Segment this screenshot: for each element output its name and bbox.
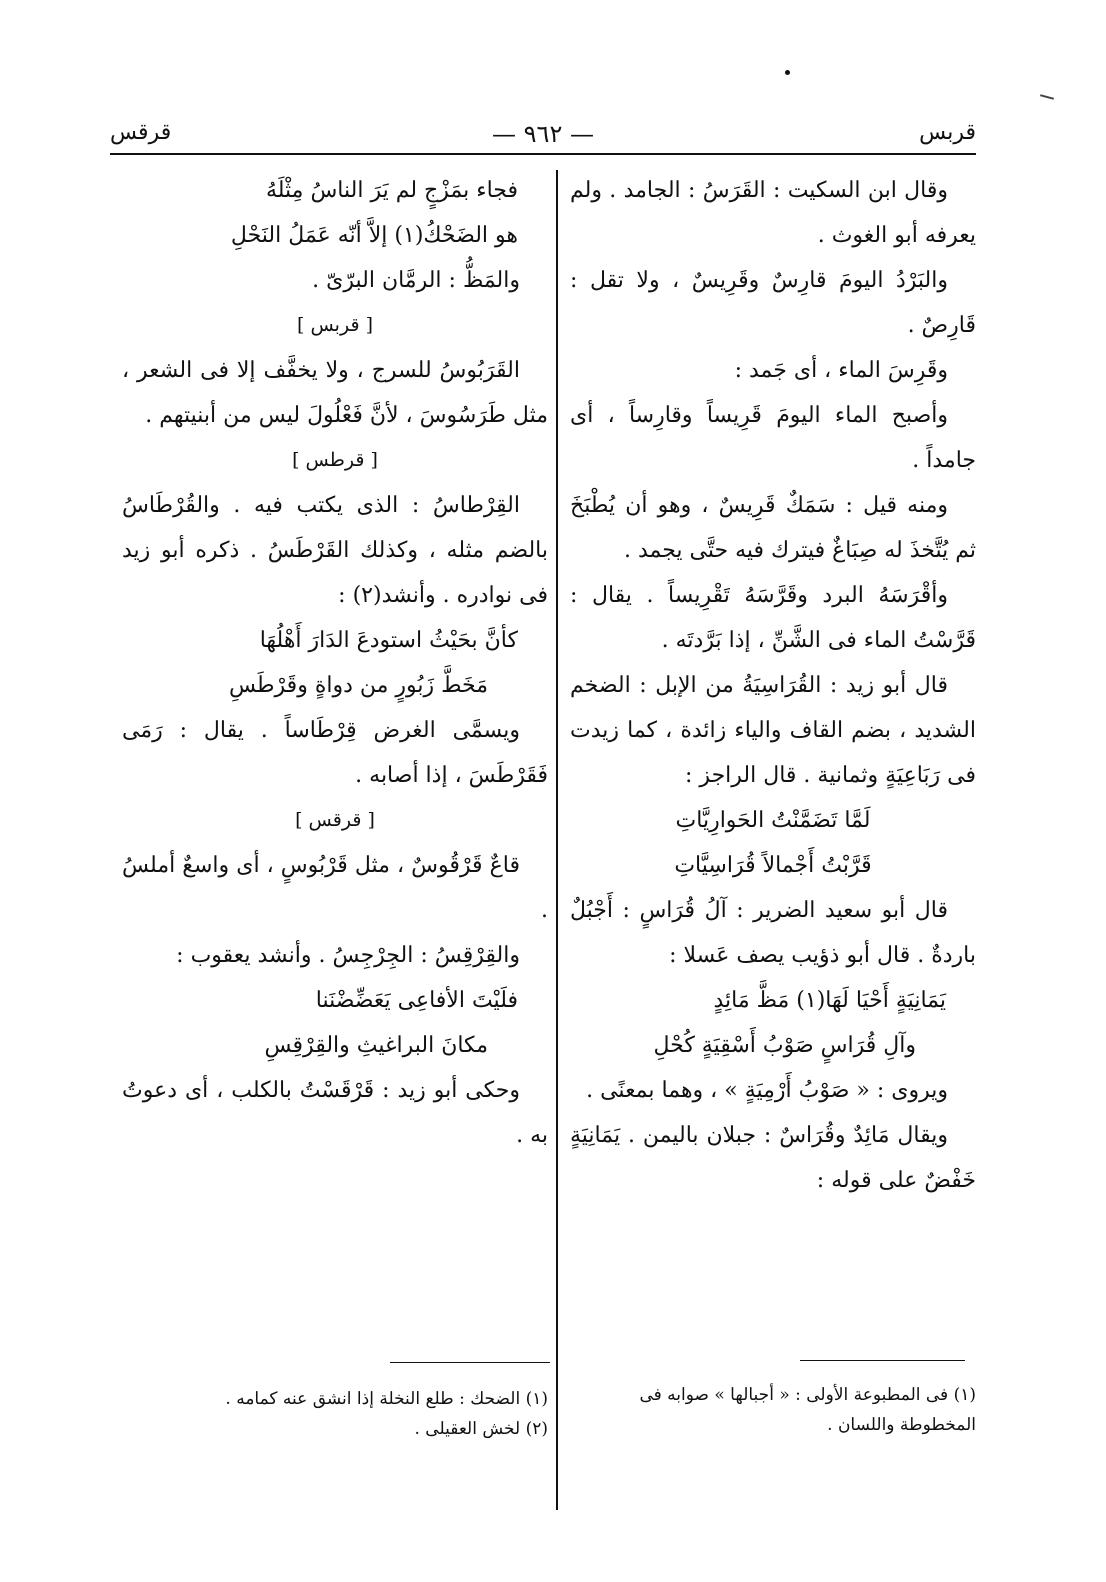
margin-mark bbox=[1040, 94, 1054, 100]
right-footnotes bbox=[570, 1380, 976, 1440]
entry-paragraph: والمَظُّ : الرمَّان البرّىّ . bbox=[312, 268, 520, 293]
left-footnotes bbox=[170, 1384, 548, 1444]
entry-paragraph: ويقال مَائِدٌ وقُرَاسٌ : جبلان باليمن . يَمَانِيَةٍ خَفْضٌ على قوله : bbox=[570, 1123, 976, 1193]
verse-line: فجاء بمَزْجٍ لم يَرَ الناسُ مِثْلَهُ bbox=[265, 178, 518, 203]
left-column bbox=[122, 168, 548, 1158]
header-rule bbox=[110, 153, 976, 155]
verse-line: قَرَّبْتُ أَجْمالاً قُرَاسِيَّاتِ bbox=[674, 853, 872, 878]
verse-line: كأنَّ بحَيْثُ استودعَ الدَارَ أَهْلُهَا bbox=[259, 628, 518, 653]
entry-heading: [ قربس ] bbox=[297, 314, 373, 336]
ink-dot bbox=[785, 70, 790, 75]
entry-paragraph: ويسمَّى الغرض قِرْطَاساً . يقال : رَمَى فَقَرْطَسَ ، إذا أصابه . bbox=[122, 718, 548, 788]
header-left-word: قرقس bbox=[110, 120, 172, 145]
entry-paragraph: وقال ابن السكيت : القَرَسُ : الجامد . ولم يعرفه أبو الغوث . bbox=[570, 178, 976, 248]
column-divider bbox=[556, 170, 558, 1510]
entry-paragraph: قاعٌ قَرْقُوسٌ ، مثل قَرْبُوسٍ ، أى واسعٌ أملسُ . bbox=[122, 853, 548, 923]
entry-heading: [ قرقس ] bbox=[295, 809, 375, 831]
entry-paragraph: وحكى أبو زيد : قَرْقَسْتُ بالكلب ، أى دعوتُ به . bbox=[122, 1078, 548, 1148]
footnote: (١) فى المطبوعة الأولى : « أجبالها » صوابه فى المخطوطة واللسان . bbox=[639, 1385, 976, 1435]
footnote-rule bbox=[390, 1362, 550, 1363]
verse-line: هو الضَحْكُ(١) إلاَّ أنّه عَمَلُ النَحْلِ bbox=[230, 223, 518, 248]
verse-line: يَمَانِيَةٍ أَحْيَا لَهَا(١) مَظَّ مَائِدٍ bbox=[713, 988, 946, 1013]
footnote-rule bbox=[800, 1360, 965, 1361]
header-right-word: قربس bbox=[919, 120, 976, 145]
verse-line: فلَيْتَ الأفاعِى يَعَضِّضْنَنا bbox=[315, 988, 518, 1013]
entry-paragraph: وأقْرَسَهُ البرد وقَرَّسَهُ تَقْرِيساً . يقال : قَرَّسْتُ الماء فى الشَّنِّ ، إذا بَرَّدتَه . bbox=[570, 583, 976, 653]
entry-paragraph: ويروى : « صَوْبُ أَرْمِيَةٍ » ، وهما بمعنًى . bbox=[586, 1078, 948, 1103]
footnote: (١) الضحك : طلع النخلة إذا انشق عنه كمامه . bbox=[225, 1389, 548, 1409]
entry-paragraph: والبَرْدُ اليومَ قارِسٌ وقَرِيسٌ ، ولا تقل : قَارِصٌ . bbox=[570, 268, 976, 338]
page-header bbox=[110, 120, 976, 152]
entry-paragraph: القَرَبُوسُ للسرج ، ولا يخفَّف إلا فى الشعر ، مثل طَرَسُوسَ ، لأنَّ فَعْلُولَ ليس من أبنيتهم . bbox=[122, 358, 548, 428]
entry-paragraph: قال أبو زيد : القُرَاسِيَةُ من الإبل : الضخم الشديد ، بضم القاف والياء زائدة ، كما زيدت فى رَبَاعِيَةٍ وثمانية . قال الراجز : bbox=[570, 673, 976, 788]
entry-paragraph: وقَرِسَ الماء ، أى جَمد : bbox=[734, 358, 948, 383]
entry-paragraph: القِرْطاسُ : الذى يكتب فيه . والقُرْطَاسُ بالضم مثله ، وكذلك القَرْطَسُ . ذكره أبو زيد فى نوادره . وأنشد(٢) : bbox=[122, 493, 548, 608]
entry-paragraph: ومنه قيل : سَمَكٌ قَرِيسٌ ، وهو أن يُطْبَخَ ثم يُتَّخذَ له صِبَاغٌ فيترك فيه حتَّى يجمد . bbox=[570, 493, 976, 563]
verse-line: وآلِ قُرَاسٍ صَوْبُ أَسْقِيَةٍ كُحْلِ bbox=[653, 1033, 916, 1058]
footnote: (٢) لخش العقيلى . bbox=[414, 1419, 548, 1439]
verse-line: لَمَّا تَضَمَّنْتُ الحَوارِيَّاتِ bbox=[675, 808, 871, 833]
entry-paragraph: وأصبح الماء اليومَ قَرِيساً وقارِساً ، أى جامداً . bbox=[570, 403, 976, 473]
verse-line: مكانَ البراغيثِ والقِرْقِسِ bbox=[264, 1033, 488, 1058]
entry-heading: [ قرطس ] bbox=[292, 449, 378, 471]
page-number: — ٩٦٢ — bbox=[492, 120, 594, 148]
right-column bbox=[570, 168, 976, 1203]
entry-paragraph: قال أبو سعيد الضرير : آلُ قُرَاسٍ : أَجْبُلٌ باردةٌ . قال أبو ذؤيب يصف عَسلا : bbox=[570, 898, 976, 968]
entry-paragraph: والقِرْقِسُ : الجِرْجِسُ . وأنشد يعقوب : bbox=[176, 943, 520, 968]
verse-line: مَخَطَّ زَبُورٍ من دواةٍ وقَرْطَسِ bbox=[228, 673, 488, 698]
